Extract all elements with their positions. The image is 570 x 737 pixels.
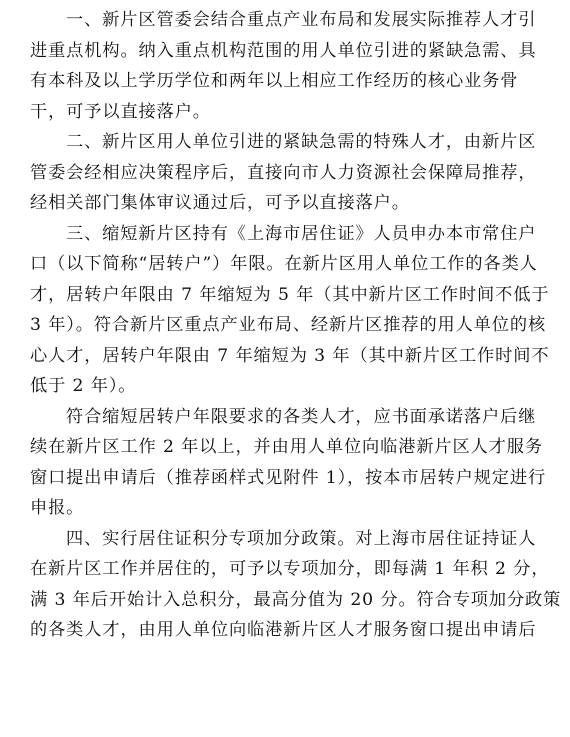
paragraph-3-line-4: 3 年）。符合新片区重点产业布局、经新片区推荐的用人单位的核 <box>30 315 547 335</box>
paragraph-5-line-3: 满 3 年后开始计入总积分，最高分值为 20 分。符合专项加分政策 <box>30 589 562 610</box>
paragraph-2-line-1: 二、新片区用人单位引进的紧缺急需的特殊人才，由新片区 <box>66 132 537 152</box>
paragraph-1-line-1: 一、新片区管委会结合重点产业布局和发展实际推荐人才引 <box>66 10 537 30</box>
paragraph-3-line-2: 口（以下简称“居转户”）年限。在新片区用人单位工作的各类人 <box>30 254 538 274</box>
paragraph-3-line-6: 低于 2 年）。 <box>30 376 137 396</box>
paragraph-5-line-1: 四、实行居住证积分专项加分政策。对上海市居住证持证人 <box>66 528 537 549</box>
paragraph-4-line-2: 续在新片区工作 2 年以上，并由用人单位向临港新片区人才服务 <box>30 437 543 457</box>
paragraph-1-line-4: 干，可予以直接落户。 <box>30 101 211 122</box>
paragraph-4-line-1: 符合缩短居转户年限要求的各类人才，应书面承诺落户后继 <box>66 406 537 427</box>
paragraph-2-line-2: 管委会经相应决策程序后，直接向市人力资源社会保障局推荐， <box>30 162 537 183</box>
paragraph-1-line-2: 进重点机构。纳入重点机构范围的用人单位引进的紧缺急需、具 <box>30 40 537 61</box>
paragraph-4-line-4: 申报。 <box>30 498 85 518</box>
paragraph-5-line-2: 在新片区工作并居住的，可予以专项加分，即每满 1 年积 2 分， <box>30 559 550 579</box>
paragraph-3-line-3: 才，居转户年限由 7 年缩短为 5 年（其中新片区工作时间不低于 <box>30 284 550 305</box>
paragraph-4-line-3: 窗口提出申请后（推荐函样式见附件 1），按本市居转户规定进行 <box>30 467 547 488</box>
paragraph-1-line-3: 有本科及以上学历学位和两年以上相应工作经历的核心业务骨 <box>30 71 519 91</box>
paragraph-5-line-4: 的各类人才，由用人单位向临港新片区人才服务窗口提出申请后 <box>30 620 537 640</box>
paragraph-2-line-3: 经相关部门集体审议通过后，可予以直接落户。 <box>30 193 410 213</box>
paragraph-3-line-1: 三、缩短新片区持有《上海市居住证》人员申办本市常住户 <box>66 223 537 244</box>
paragraph-3-line-5: 心人才，居转户年限由 7 年缩短为 3 年（其中新片区工作时间不 <box>30 345 550 366</box>
